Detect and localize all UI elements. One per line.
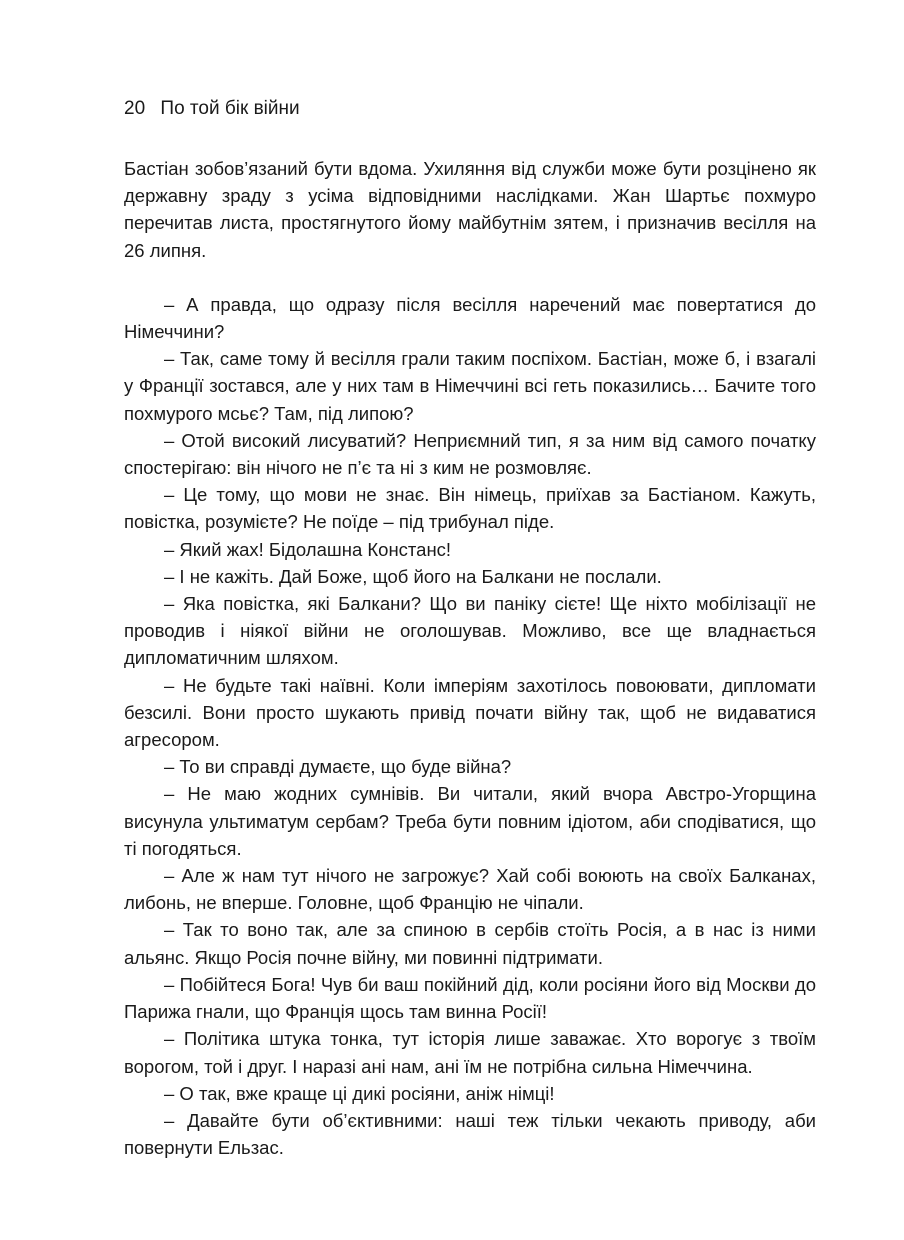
dialog-line: – Але ж нам тут нічого не загрожує? Хай собі воюють на своїх Балканах, либонь, не вперше. Головне, щоб Францію не чіпали. [124,865,816,914]
dialog-line: – Це тому, що мови не знає. Він німець, приїхав за Бастіаном. Кажуть, повістка, розумієте? Не поїде – під трибунал піде. [124,484,816,533]
dialog-line: – Так то воно так, але за спиною в сербів стоїть Росія, а в нас із ними альянс. Якщо Росія почне війну, ми повинні підтримати. [124,919,816,968]
lead-paragraph: Бастіан зобов’язаний бути вдома. Ухиляння від служби може бути розцінено як державну зраду з усіма відповідними наслідками. Жан Шартьє похмуро перечитав листа, простягнутого йому майбутнім зятем, і призначив весілля на 26 липня. [124,158,816,261]
dialog-line: – Не будьте такі наївні. Коли імперіям захотілось повоювати, дипломати безсилі. Вони просто шукають привід почати війну так, щоб не видаватися агресором. [124,674,816,751]
dialog-line: – Давайте бути об’єктивними: наші теж тільки чекають приводу, аби повернути Ельзас. [124,1109,816,1159]
dialog-line: – То ви справді думаєте, що буде війна? [164,756,512,778]
dialog-line: – Яка повістка, які Балкани? Що ви паніку сієте! Ще ніхто мобілізації не проводив і ніякої війни не оголошував. Можливо, все ще владнається дипломатичним шляхом. [124,593,816,669]
body-text [124,155,816,1161]
book-page [124,0,816,1240]
dialog-line: – А правда, що одразу після весілля наречений має повертатися до Німеччини? [124,293,816,343]
dialog-line: – Побійтеся Бога! Чув би ваш покійний дід, коли росіяни його від Москви до Парижа гнали, що Франція щось там винна Росії! [124,973,816,1023]
dialog-line: – Так, саме тому й весілля грали таким поспіхом. Бастіан, може б, і взагалі у Франції зостався, але у них там в Німеччині всі геть показились… Бачите того похмурого мсьє? Там, під липою? [124,348,816,424]
dialog-line: – І не кажіть. Дай Боже, щоб його на Балкани не послали. [164,565,662,587]
running-head [124,96,300,122]
dialog-line: – Політика штука тонка, тут історія лише заважає. Хто ворогує з твоїм ворогом, той і друг. І наразі ані нам, ані їм не потрібна сильна Німеччина. [124,1028,816,1077]
dialog-line: – Отой високий лисуватий? Неприємний тип, я за ним від самого початку спостерігаю: він нічого не п’є та ні з ким не розмовляє. [124,429,816,479]
dialog-line: – Який жах! Бідолашна Констанс! [164,538,452,560]
dialog-line: – О так, вже краще ці дикі росіяни, аніж німці! [164,1082,555,1104]
dialog-line: – Не маю жодних сумнівів. Ви читали, який вчора Австро-Угорщина висунула ультиматум сербам? Треба бути повним ідіотом, аби сподіватися, що ті погодяться. [124,783,816,859]
book-title: По той бік війни [160,98,300,119]
page-number: 20 [124,98,146,119]
